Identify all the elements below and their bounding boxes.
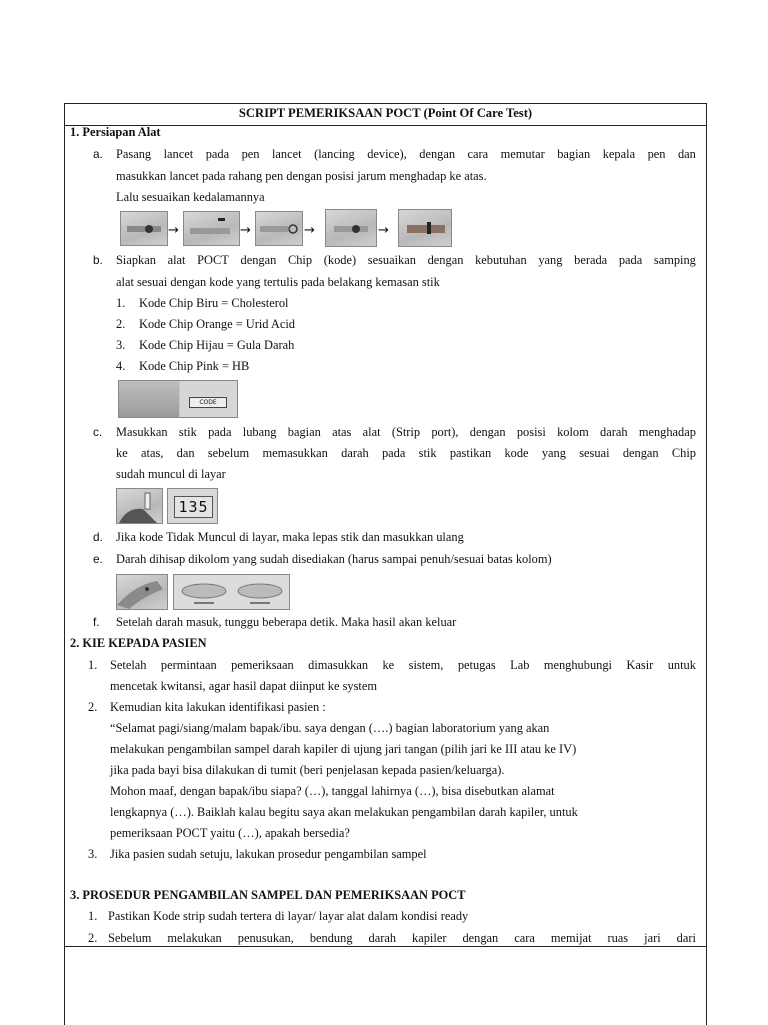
item-a-marker: a. [93, 147, 103, 161]
device-display-image [167, 488, 218, 524]
arrow-right-icon: → [304, 223, 315, 238]
section-1-heading: 1. Persiapan Alat [70, 125, 161, 139]
procedure-1-number: 1. [88, 909, 98, 923]
item-c-marker: c. [93, 425, 103, 439]
chip-4-text: Kode Chip Pink = HB [139, 359, 250, 373]
item-a-line-2: masukkan lancet pada rahang pen dengan posisi jarum menghadap ke atas. [116, 169, 487, 183]
arrow-right-icon: → [378, 223, 389, 238]
arrow-right-icon: → [168, 223, 179, 238]
item-e-text: Darah dihisap dikolom yang sudah disediakan (harus sampai penuh/sesuai batas kolom) [116, 552, 552, 566]
chip-1-number: 1. [116, 296, 126, 310]
code-label: CODE [189, 397, 227, 408]
chip-2-number: 2. [116, 317, 126, 331]
procedure-2-text: Sebelum melakukan penusukan, bendung darah kapiler dengan cara memijat ruas jari dari [108, 931, 696, 945]
strip-insert-image [116, 488, 163, 524]
kie-1-line-1: Setelah permintaan pemeriksaan dimasukkan ke sistem, petugas Lab menghubungi Kasir untuk [110, 658, 696, 672]
item-d-text: Jika kode Tidak Muncul di layar, maka lepas stik dan masukkan ulang [116, 530, 464, 544]
finger-sample-image [116, 574, 168, 610]
chip-4-number: 4. [116, 359, 126, 373]
display-reading: 135 [174, 496, 213, 518]
kie-2-line-2: “Selamat pagi/siang/malam bapak/ibu. saya dengan (….) bagian laboratorium yang akan [110, 721, 550, 735]
kie-3-text: Jika pasien sudah setuju, lakukan prosedur pengambilan sampel [110, 847, 427, 861]
table-bottom-border [64, 946, 707, 947]
section-3-heading: 3. PROSEDUR PENGAMBILAN SAMPEL DAN PEMERIKSAAN POCT [70, 888, 466, 902]
kie-2-line-1: Kemudian kita lakukan identifikasi pasien : [110, 700, 326, 714]
section-2-heading: 2. KIE KEPADA PASIEN [70, 636, 207, 650]
item-c-line-3: sudah muncul di layar [116, 467, 226, 481]
procedure-2-number: 2. [88, 931, 98, 945]
kie-1-number: 1. [88, 658, 98, 672]
kie-2-line-7: pemeriksaan POCT yaitu (…), apakah bersedia? [110, 826, 350, 840]
lancet-step-2-image [183, 211, 240, 246]
lancet-step-3-image [255, 211, 303, 246]
lancet-step-4-image [325, 209, 377, 247]
item-d-marker: d. [93, 530, 103, 544]
kie-2-line-6: lengkapnya (…). Baiklah kalau begitu saya akan melakukan pengambilan darah kapiler, untuk [110, 805, 578, 819]
item-c-line-1: Masukkan stik pada lubang bagian atas alat (Strip port), dengan posisi kolom darah menghadap [116, 425, 696, 439]
kie-2-line-3: melakukan pengambilan sampel darah kapiler di ujung jari tangan (pilih jari ke III atau ke IV) [110, 742, 577, 756]
item-b-marker: b. [93, 253, 103, 267]
kie-2-number: 2. [88, 700, 98, 714]
kie-2-line-5: Mohon maaf, dengan bapak/ibu siapa? (…), tanggal lahirnya (…), bisa disebutkan alamat [110, 784, 555, 798]
kie-2-line-4: jika pada bayi bisa dilakukan di tumit (beri penjelasan kepada pasien/keluarga). [110, 763, 505, 777]
lancet-step-5-image [398, 209, 452, 247]
item-e-marker: e. [93, 552, 103, 566]
kie-3-number: 3. [88, 847, 98, 861]
strip-fill-image [173, 574, 290, 610]
chip-device-image [118, 380, 238, 418]
arrow-right-icon: → [240, 223, 251, 238]
kie-1-line-2: mencetak kwitansi, agar hasil dapat diinput ke system [110, 679, 378, 693]
chip-2-text: Kode Chip Orange = Urid Acid [139, 317, 295, 331]
procedure-1-text: Pastikan Kode strip sudah tertera di layar/ layar alat dalam kondisi ready [108, 909, 469, 923]
item-b-line-2: alat sesuai dengan kode yang tertulis pada belakang kemasan stik [116, 275, 440, 289]
lancet-step-1-image [120, 211, 168, 246]
item-a-line-1: Pasang lancet pada pen lancet (lancing device), dengan cara memutar bagian kepala pen dan [116, 147, 696, 161]
document-title: SCRIPT PEMERIKSAAN POCT (Point Of Care Test) [65, 104, 706, 126]
item-c-line-2: ke atas, dan sebelum memasukkan darah pada stik pastikan kode yang sesuai dengan Chip [116, 446, 696, 460]
item-f-text: Setelah darah masuk, tunggu beberapa detik. Maka hasil akan keluar [116, 615, 457, 629]
chip-3-number: 3. [116, 338, 126, 352]
item-b-line-1: Siapkan alat POCT dengan Chip (kode) sesuaikan dengan kebutuhan yang berada pada samping [116, 253, 696, 267]
item-a-line-3: Lalu sesuaikan kedalamannya [116, 190, 265, 204]
chip-3-text: Kode Chip Hijau = Gula Darah [139, 338, 295, 352]
item-f-marker: f. [93, 615, 100, 629]
chip-1-text: Kode Chip Biru = Cholesterol [139, 296, 289, 310]
